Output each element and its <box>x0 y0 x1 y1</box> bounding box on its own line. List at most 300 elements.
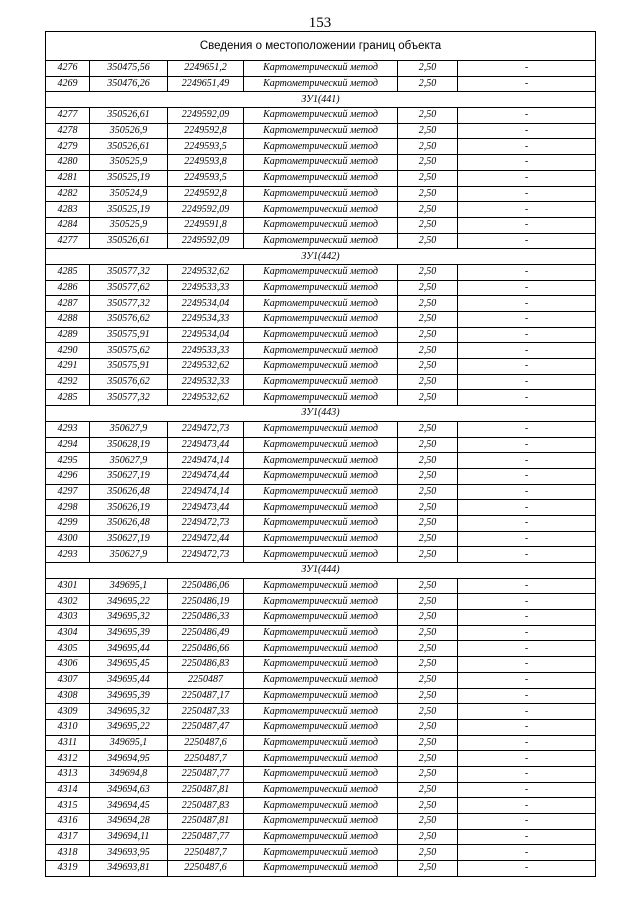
point-number-cell: 4293 <box>46 421 90 437</box>
method-cell: Картометрический метод <box>244 374 398 390</box>
method-cell: Картометрический метод <box>244 421 398 437</box>
description-cell: - <box>458 155 596 171</box>
table-row <box>46 76 596 92</box>
method-cell: Картометрический метод <box>244 515 398 531</box>
precision-cell: 2,50 <box>398 704 458 720</box>
table-row <box>46 751 596 767</box>
description-cell: - <box>458 845 596 861</box>
table-row <box>46 829 596 845</box>
method-cell: Картометрический метод <box>244 139 398 155</box>
table-row <box>46 390 596 406</box>
description-cell: - <box>458 641 596 657</box>
table-row <box>46 139 596 155</box>
method-cell: Картометрический метод <box>244 484 398 500</box>
description-cell: - <box>458 327 596 343</box>
precision-cell: 2,50 <box>398 312 458 328</box>
y-coordinate-cell: 2250486,06 <box>168 578 244 594</box>
description-cell: - <box>458 280 596 296</box>
table-row <box>46 672 596 688</box>
y-coordinate-cell: 2249474,14 <box>168 484 244 500</box>
x-coordinate-cell: 350626,48 <box>90 515 168 531</box>
description-cell: - <box>458 61 596 77</box>
table-row <box>46 468 596 484</box>
x-coordinate-cell: 349694,95 <box>90 751 168 767</box>
y-coordinate-cell: 2249473,44 <box>168 437 244 453</box>
y-coordinate-cell: 2249472,44 <box>168 531 244 547</box>
x-coordinate-cell: 350577,62 <box>90 280 168 296</box>
point-number-cell: 4311 <box>46 735 90 751</box>
y-coordinate-cell: 2249474,44 <box>168 468 244 484</box>
table-row <box>46 123 596 139</box>
precision-cell: 2,50 <box>398 421 458 437</box>
point-number-cell: 4279 <box>46 139 90 155</box>
precision-cell: 2,50 <box>398 845 458 861</box>
x-coordinate-cell: 349695,32 <box>90 704 168 720</box>
y-coordinate-cell: 2249534,04 <box>168 296 244 312</box>
x-coordinate-cell: 350627,9 <box>90 453 168 469</box>
precision-cell: 2,50 <box>398 343 458 359</box>
method-cell: Картометрический метод <box>244 76 398 92</box>
precision-cell: 2,50 <box>398 359 458 375</box>
precision-cell: 2,50 <box>398 641 458 657</box>
description-cell: - <box>458 186 596 202</box>
point-number-cell: 4269 <box>46 76 90 92</box>
description-cell: - <box>458 484 596 500</box>
method-cell: Картометрический метод <box>244 719 398 735</box>
method-cell: Картометрический метод <box>244 343 398 359</box>
table-row <box>46 625 596 641</box>
method-cell: Картометрический метод <box>244 829 398 845</box>
description-cell: - <box>458 625 596 641</box>
x-coordinate-cell: 349695,1 <box>90 578 168 594</box>
point-number-cell: 4297 <box>46 484 90 500</box>
y-coordinate-cell: 2249592,09 <box>168 202 244 218</box>
precision-cell: 2,50 <box>398 625 458 641</box>
point-number-cell: 4314 <box>46 782 90 798</box>
description-cell: - <box>458 578 596 594</box>
description-cell: - <box>458 108 596 124</box>
precision-cell: 2,50 <box>398 735 458 751</box>
description-cell: - <box>458 751 596 767</box>
precision-cell: 2,50 <box>398 76 458 92</box>
precision-cell: 2,50 <box>398 327 458 343</box>
method-cell: Картометрический метод <box>244 798 398 814</box>
table-row <box>46 798 596 814</box>
x-coordinate-cell: 350627,9 <box>90 547 168 563</box>
y-coordinate-cell: 2249532,33 <box>168 374 244 390</box>
method-cell: Картометрический метод <box>244 845 398 861</box>
method-cell: Картометрический метод <box>244 782 398 798</box>
precision-cell: 2,50 <box>398 484 458 500</box>
precision-cell: 2,50 <box>398 672 458 688</box>
table-row <box>46 61 596 77</box>
x-coordinate-cell: 349693,95 <box>90 845 168 861</box>
method-cell: Картометрический метод <box>244 672 398 688</box>
y-coordinate-cell: 2249651,2 <box>168 61 244 77</box>
x-coordinate-cell: 349695,39 <box>90 688 168 704</box>
precision-cell: 2,50 <box>398 500 458 516</box>
table-row <box>46 421 596 437</box>
method-cell: Картометрический метод <box>244 296 398 312</box>
description-cell: - <box>458 76 596 92</box>
table-row <box>46 233 596 249</box>
table-row <box>46 735 596 751</box>
y-coordinate-cell: 2249593,8 <box>168 155 244 171</box>
precision-cell: 2,50 <box>398 139 458 155</box>
method-cell: Картометрический метод <box>244 500 398 516</box>
y-coordinate-cell: 2250487,6 <box>168 735 244 751</box>
table-row <box>46 437 596 453</box>
table-row <box>46 814 596 830</box>
method-cell: Картометрический метод <box>244 688 398 704</box>
x-coordinate-cell: 349694,63 <box>90 782 168 798</box>
method-cell: Картометрический метод <box>244 312 398 328</box>
x-coordinate-cell: 350575,91 <box>90 327 168 343</box>
y-coordinate-cell: 2249533,33 <box>168 280 244 296</box>
y-coordinate-cell: 2250486,83 <box>168 657 244 673</box>
description-cell: - <box>458 861 596 877</box>
table-row <box>46 719 596 735</box>
y-coordinate-cell: 2249591,8 <box>168 217 244 233</box>
table-row <box>46 170 596 186</box>
y-coordinate-cell: 2249474,14 <box>168 453 244 469</box>
precision-cell: 2,50 <box>398 798 458 814</box>
method-cell: Картометрический метод <box>244 155 398 171</box>
precision-cell: 2,50 <box>398 688 458 704</box>
description-cell: - <box>458 798 596 814</box>
table-row <box>46 374 596 390</box>
description-cell: - <box>458 688 596 704</box>
x-coordinate-cell: 349693,81 <box>90 861 168 877</box>
description-cell: - <box>458 374 596 390</box>
point-number-cell: 4277 <box>46 108 90 124</box>
point-number-cell: 4302 <box>46 594 90 610</box>
point-number-cell: 4316 <box>46 814 90 830</box>
section-row <box>46 563 596 579</box>
point-number-cell: 4291 <box>46 359 90 375</box>
y-coordinate-cell: 2249472,73 <box>168 515 244 531</box>
precision-cell: 2,50 <box>398 547 458 563</box>
y-coordinate-cell: 2249592,09 <box>168 233 244 249</box>
description-cell: - <box>458 437 596 453</box>
description-cell: - <box>458 657 596 673</box>
description-cell: - <box>458 814 596 830</box>
y-coordinate-cell: 2249532,62 <box>168 390 244 406</box>
precision-cell: 2,50 <box>398 719 458 735</box>
point-number-cell: 4307 <box>46 672 90 688</box>
point-number-cell: 4317 <box>46 829 90 845</box>
table-row <box>46 641 596 657</box>
section-row <box>46 406 596 422</box>
method-cell: Картометрический метод <box>244 766 398 782</box>
section-label: ЗУ1(443) <box>46 406 596 422</box>
x-coordinate-cell: 349695,32 <box>90 610 168 626</box>
description-cell: - <box>458 610 596 626</box>
table-title-row <box>46 32 596 61</box>
description-cell: - <box>458 390 596 406</box>
description-cell: - <box>458 233 596 249</box>
x-coordinate-cell: 350577,32 <box>90 390 168 406</box>
point-number-cell: 4313 <box>46 766 90 782</box>
table-row <box>46 845 596 861</box>
y-coordinate-cell: 2250487,6 <box>168 861 244 877</box>
precision-cell: 2,50 <box>398 751 458 767</box>
y-coordinate-cell: 2250487,81 <box>168 782 244 798</box>
y-coordinate-cell: 2249532,62 <box>168 359 244 375</box>
table-row <box>46 359 596 375</box>
method-cell: Картометрический метод <box>244 625 398 641</box>
method-cell: Картометрический метод <box>244 641 398 657</box>
description-cell: - <box>458 123 596 139</box>
y-coordinate-cell: 2250487,7 <box>168 751 244 767</box>
table-row <box>46 594 596 610</box>
precision-cell: 2,50 <box>398 594 458 610</box>
x-coordinate-cell: 350627,19 <box>90 468 168 484</box>
boundary-coordinates-table <box>45 31 596 877</box>
table-row <box>46 264 596 280</box>
method-cell: Картометрический метод <box>244 233 398 249</box>
x-coordinate-cell: 350577,32 <box>90 264 168 280</box>
description-cell: - <box>458 170 596 186</box>
description-cell: - <box>458 202 596 218</box>
point-number-cell: 4312 <box>46 751 90 767</box>
x-coordinate-cell: 350575,62 <box>90 343 168 359</box>
precision-cell: 2,50 <box>398 170 458 186</box>
y-coordinate-cell: 2249472,73 <box>168 421 244 437</box>
y-coordinate-cell: 2249651,49 <box>168 76 244 92</box>
point-number-cell: 4309 <box>46 704 90 720</box>
method-cell: Картометрический метод <box>244 390 398 406</box>
description-cell: - <box>458 343 596 359</box>
method-cell: Картометрический метод <box>244 202 398 218</box>
point-number-cell: 4318 <box>46 845 90 861</box>
y-coordinate-cell: 2250487,77 <box>168 829 244 845</box>
precision-cell: 2,50 <box>398 202 458 218</box>
table-row <box>46 610 596 626</box>
x-coordinate-cell: 350576,62 <box>90 312 168 328</box>
method-cell: Картометрический метод <box>244 578 398 594</box>
table-row <box>46 186 596 202</box>
method-cell: Картометрический метод <box>244 123 398 139</box>
point-number-cell: 4286 <box>46 280 90 296</box>
point-number-cell: 4315 <box>46 798 90 814</box>
precision-cell: 2,50 <box>398 390 458 406</box>
description-cell: - <box>458 500 596 516</box>
point-number-cell: 4298 <box>46 500 90 516</box>
y-coordinate-cell: 2250486,19 <box>168 594 244 610</box>
precision-cell: 2,50 <box>398 108 458 124</box>
table-row <box>46 531 596 547</box>
table-row <box>46 280 596 296</box>
point-number-cell: 4293 <box>46 547 90 563</box>
precision-cell: 2,50 <box>398 829 458 845</box>
point-number-cell: 4300 <box>46 531 90 547</box>
point-number-cell: 4284 <box>46 217 90 233</box>
description-cell: - <box>458 421 596 437</box>
table-row <box>46 782 596 798</box>
point-number-cell: 4319 <box>46 861 90 877</box>
precision-cell: 2,50 <box>398 61 458 77</box>
description-cell: - <box>458 719 596 735</box>
x-coordinate-cell: 349695,39 <box>90 625 168 641</box>
precision-cell: 2,50 <box>398 374 458 390</box>
x-coordinate-cell: 350627,19 <box>90 531 168 547</box>
description-cell: - <box>458 704 596 720</box>
precision-cell: 2,50 <box>398 531 458 547</box>
point-number-cell: 4281 <box>46 170 90 186</box>
point-number-cell: 4276 <box>46 61 90 77</box>
y-coordinate-cell: 2250487,7 <box>168 845 244 861</box>
description-cell: - <box>458 782 596 798</box>
description-cell: - <box>458 139 596 155</box>
point-number-cell: 4285 <box>46 390 90 406</box>
x-coordinate-cell: 350626,48 <box>90 484 168 500</box>
precision-cell: 2,50 <box>398 437 458 453</box>
table-row <box>46 327 596 343</box>
y-coordinate-cell: 2250487,17 <box>168 688 244 704</box>
precision-cell: 2,50 <box>398 453 458 469</box>
x-coordinate-cell: 350525,19 <box>90 170 168 186</box>
point-number-cell: 4285 <box>46 264 90 280</box>
x-coordinate-cell: 349695,22 <box>90 719 168 735</box>
x-coordinate-cell: 350526,61 <box>90 139 168 155</box>
method-cell: Картометрический метод <box>244 468 398 484</box>
x-coordinate-cell: 349695,44 <box>90 641 168 657</box>
table-row <box>46 108 596 124</box>
method-cell: Картометрический метод <box>244 437 398 453</box>
point-number-cell: 4305 <box>46 641 90 657</box>
point-number-cell: 4296 <box>46 468 90 484</box>
method-cell: Картометрический метод <box>244 108 398 124</box>
precision-cell: 2,50 <box>398 155 458 171</box>
y-coordinate-cell: 2250487,81 <box>168 814 244 830</box>
x-coordinate-cell: 349695,22 <box>90 594 168 610</box>
point-number-cell: 4283 <box>46 202 90 218</box>
y-coordinate-cell: 2250487,77 <box>168 766 244 782</box>
point-number-cell: 4301 <box>46 578 90 594</box>
precision-cell: 2,50 <box>398 766 458 782</box>
precision-cell: 2,50 <box>398 186 458 202</box>
table-row <box>46 500 596 516</box>
y-coordinate-cell: 2249533,33 <box>168 343 244 359</box>
x-coordinate-cell: 350526,61 <box>90 108 168 124</box>
method-cell: Картометрический метод <box>244 453 398 469</box>
x-coordinate-cell: 349694,28 <box>90 814 168 830</box>
table-row <box>46 202 596 218</box>
table-row <box>46 217 596 233</box>
y-coordinate-cell: 2250487 <box>168 672 244 688</box>
table-row <box>46 547 596 563</box>
y-coordinate-cell: 2249593,5 <box>168 139 244 155</box>
point-number-cell: 4280 <box>46 155 90 171</box>
y-coordinate-cell: 2249592,8 <box>168 186 244 202</box>
table-row <box>46 766 596 782</box>
page-number: 153 <box>308 15 332 31</box>
y-coordinate-cell: 2250486,49 <box>168 625 244 641</box>
description-cell: - <box>458 264 596 280</box>
y-coordinate-cell: 2249534,04 <box>168 327 244 343</box>
x-coordinate-cell: 350526,9 <box>90 123 168 139</box>
precision-cell: 2,50 <box>398 280 458 296</box>
point-number-cell: 4308 <box>46 688 90 704</box>
table-row <box>46 704 596 720</box>
table-row <box>46 688 596 704</box>
method-cell: Картометрический метод <box>244 594 398 610</box>
point-number-cell: 4304 <box>46 625 90 641</box>
y-coordinate-cell: 2250487,47 <box>168 719 244 735</box>
section-row <box>46 92 596 108</box>
method-cell: Картометрический метод <box>244 531 398 547</box>
section-label: ЗУ1(444) <box>46 563 596 579</box>
description-cell: - <box>458 468 596 484</box>
method-cell: Картометрический метод <box>244 280 398 296</box>
point-number-cell: 4292 <box>46 374 90 390</box>
y-coordinate-cell: 2249592,8 <box>168 123 244 139</box>
y-coordinate-cell: 2250486,66 <box>168 641 244 657</box>
y-coordinate-cell: 2249534,33 <box>168 312 244 328</box>
method-cell: Картометрический метод <box>244 170 398 186</box>
method-cell: Картометрический метод <box>244 751 398 767</box>
method-cell: Картометрический метод <box>244 610 398 626</box>
method-cell: Картометрический метод <box>244 264 398 280</box>
table-row <box>46 515 596 531</box>
precision-cell: 2,50 <box>398 657 458 673</box>
x-coordinate-cell: 350628,19 <box>90 437 168 453</box>
precision-cell: 2,50 <box>398 233 458 249</box>
description-cell: - <box>458 296 596 312</box>
description-cell: - <box>458 547 596 563</box>
x-coordinate-cell: 350475,56 <box>90 61 168 77</box>
x-coordinate-cell: 350525,9 <box>90 217 168 233</box>
y-coordinate-cell: 2249532,62 <box>168 264 244 280</box>
y-coordinate-cell: 2250486,33 <box>168 610 244 626</box>
point-number-cell: 4289 <box>46 327 90 343</box>
x-coordinate-cell: 350525,19 <box>90 202 168 218</box>
precision-cell: 2,50 <box>398 515 458 531</box>
point-number-cell: 4288 <box>46 312 90 328</box>
point-number-cell: 4303 <box>46 610 90 626</box>
precision-cell: 2,50 <box>398 578 458 594</box>
point-number-cell: 4290 <box>46 343 90 359</box>
description-cell: - <box>458 594 596 610</box>
x-coordinate-cell: 350476,26 <box>90 76 168 92</box>
method-cell: Картометрический метод <box>244 359 398 375</box>
x-coordinate-cell: 349694,11 <box>90 829 168 845</box>
y-coordinate-cell: 2250487,83 <box>168 798 244 814</box>
description-cell: - <box>458 359 596 375</box>
x-coordinate-cell: 349695,1 <box>90 735 168 751</box>
table-row <box>46 484 596 500</box>
description-cell: - <box>458 735 596 751</box>
y-coordinate-cell: 2249472,73 <box>168 547 244 563</box>
method-cell: Картометрический метод <box>244 657 398 673</box>
point-number-cell: 4282 <box>46 186 90 202</box>
x-coordinate-cell: 349694,45 <box>90 798 168 814</box>
y-coordinate-cell: 2250487,33 <box>168 704 244 720</box>
table-row <box>46 296 596 312</box>
point-number-cell: 4310 <box>46 719 90 735</box>
method-cell: Картометрический метод <box>244 861 398 877</box>
x-coordinate-cell: 350526,61 <box>90 233 168 249</box>
precision-cell: 2,50 <box>398 782 458 798</box>
x-coordinate-cell: 349694,8 <box>90 766 168 782</box>
precision-cell: 2,50 <box>398 264 458 280</box>
description-cell: - <box>458 453 596 469</box>
section-label: ЗУ1(442) <box>46 249 596 265</box>
point-number-cell: 4294 <box>46 437 90 453</box>
point-number-cell: 4299 <box>46 515 90 531</box>
method-cell: Картометрический метод <box>244 61 398 77</box>
